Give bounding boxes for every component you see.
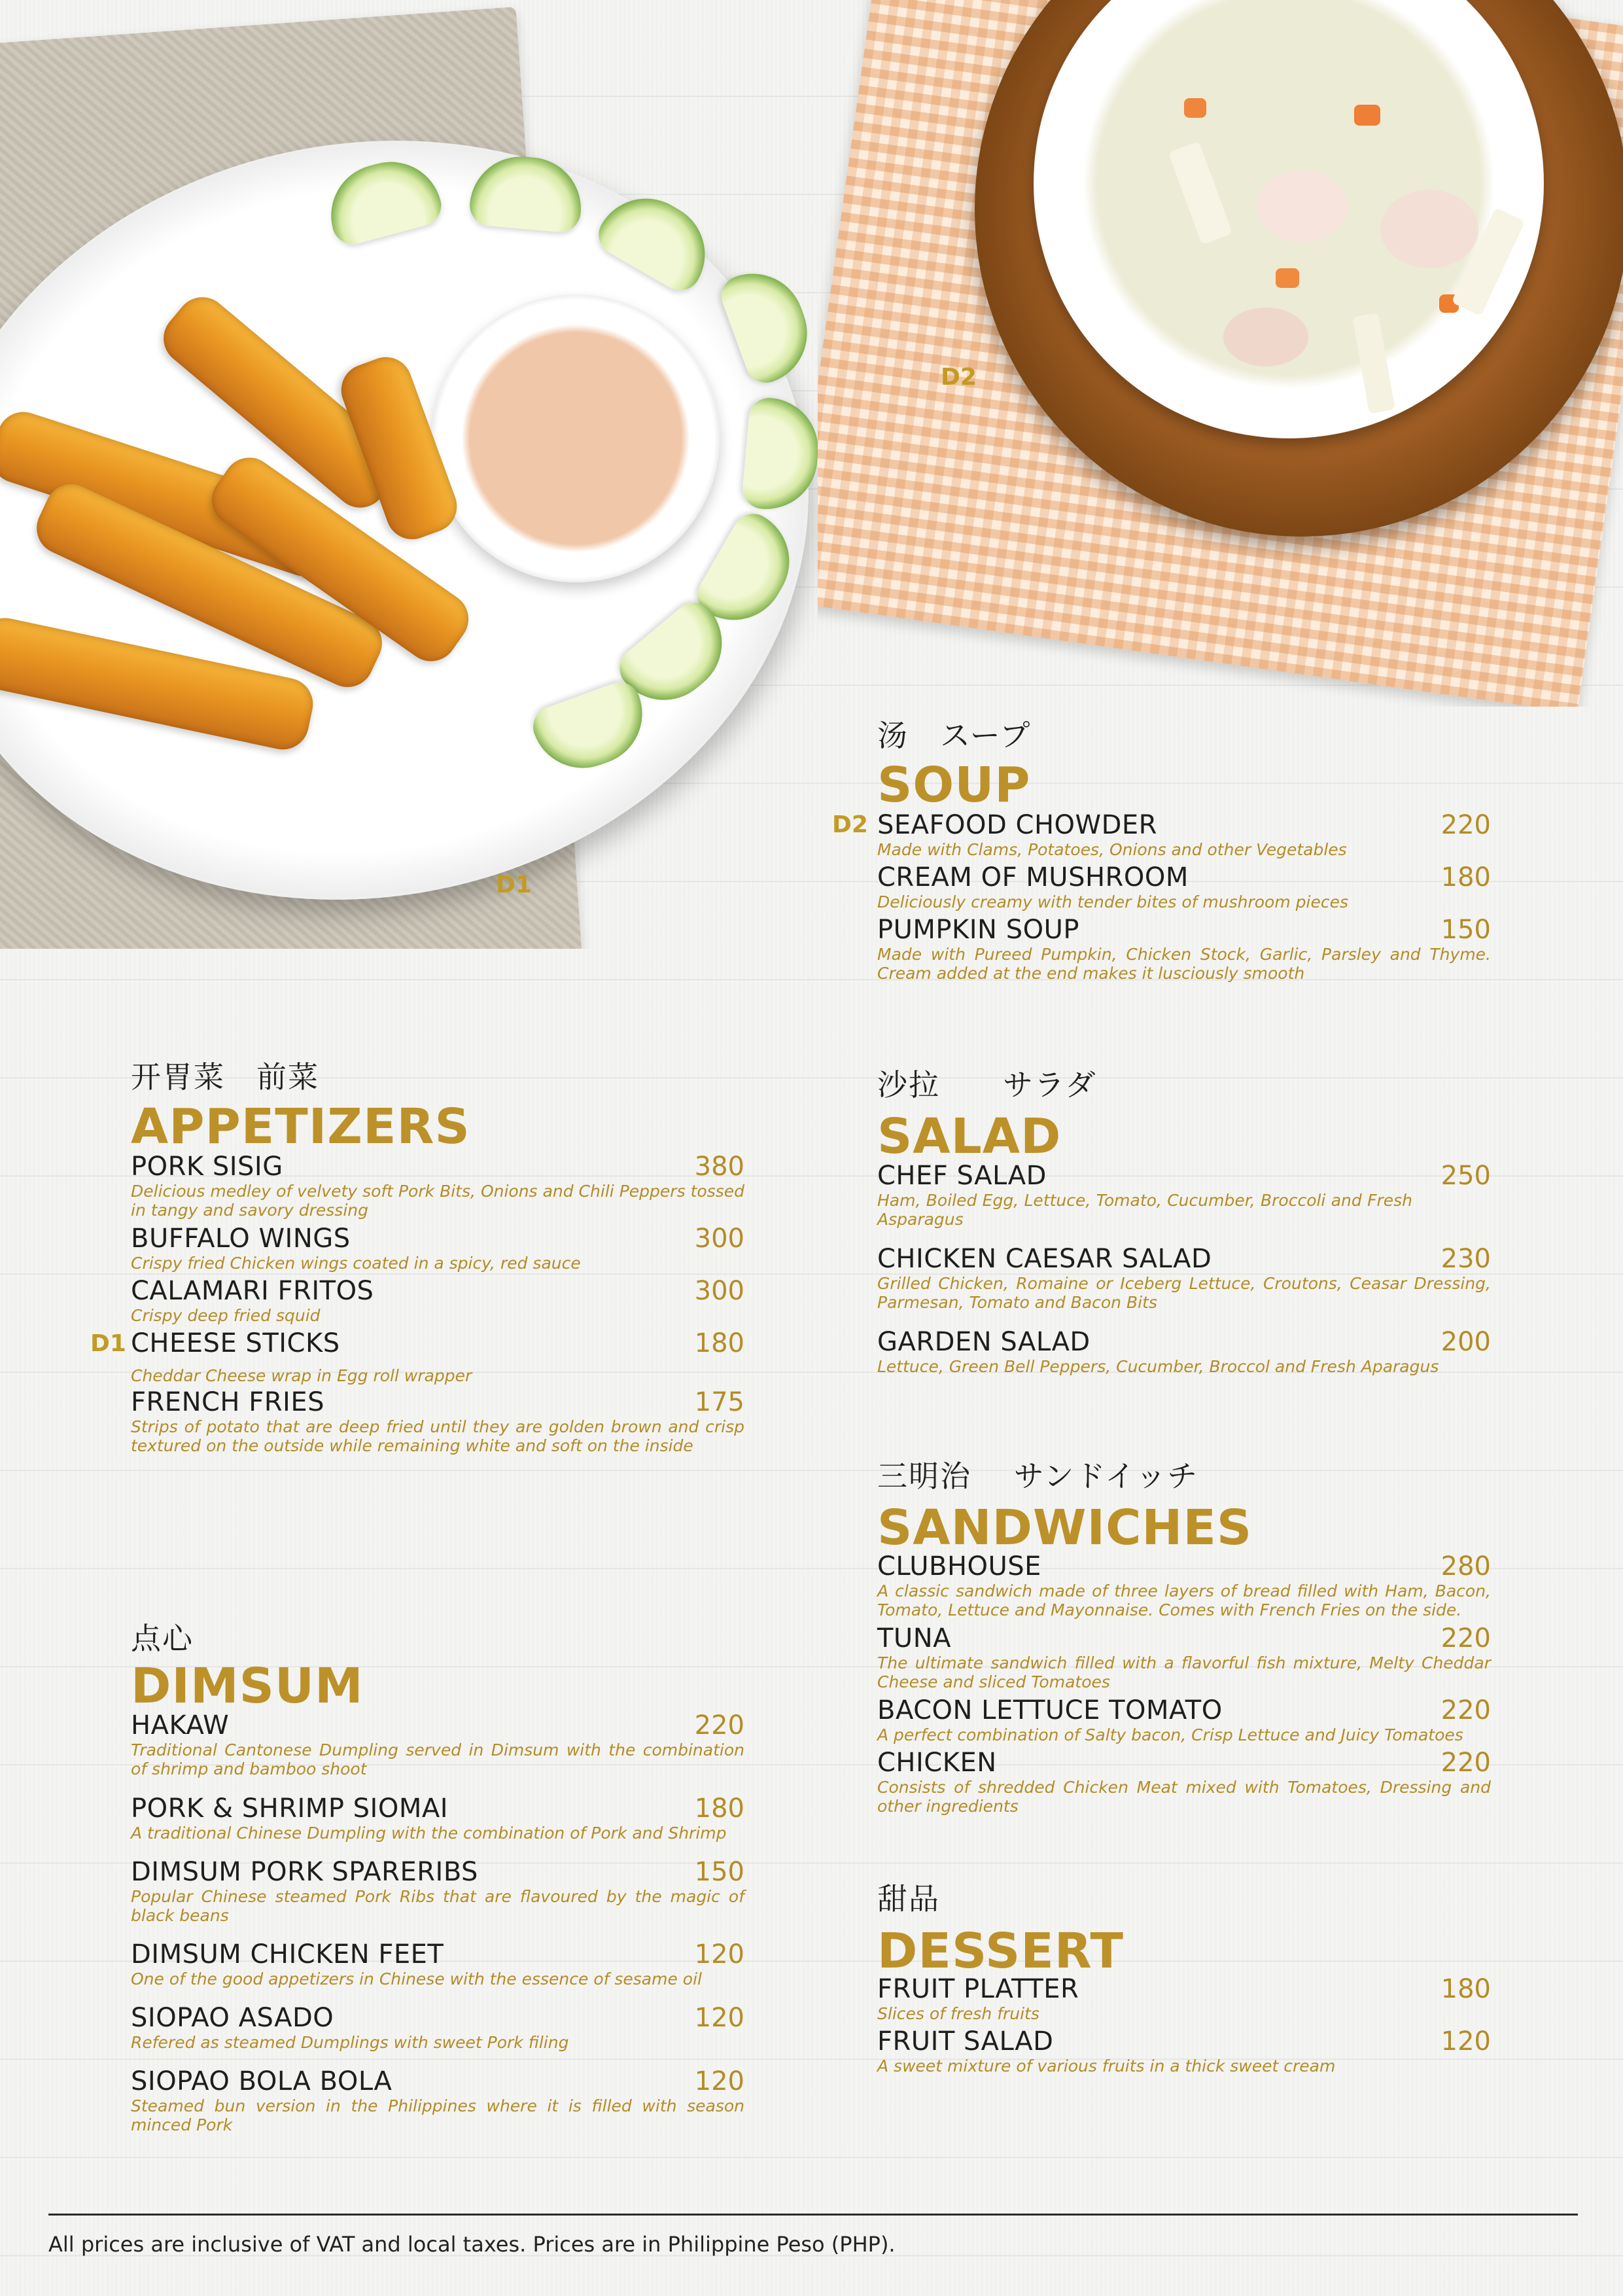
- item-description: Lettuce, Green Bell Peppers, Cucumber, Broccol and Fresh Aparagus: [877, 1357, 1439, 1376]
- item-description: The ultimate sandwich filled with a flavorful fish mixture, Melty Cheddar Cheese and sliced Tomatoes: [877, 1653, 1491, 1691]
- item-name: HAKAW: [131, 1710, 230, 1740]
- menu-item: [877, 1161, 1491, 1229]
- dimsum-chinese-title: 点心: [131, 1621, 194, 1656]
- carrot-piece: [1276, 268, 1299, 288]
- item-description: Traditional Cantonese Dumpling served in Dimsum with the combination of shrimp and bamboo shoot: [131, 1740, 744, 1778]
- menu-item: [131, 1387, 744, 1455]
- menu-item: [131, 1710, 744, 1778]
- sandwiches-chinese-title: 三明治 サンドイッチ: [877, 1458, 1199, 1494]
- shrimp-piece: [1256, 170, 1348, 242]
- footer-divider: [48, 2214, 1578, 2216]
- item-description: Popular Chinese steamed Pork Ribs that are flavoured by the magic of black beans: [131, 1887, 744, 1925]
- cheese-sticks-photo: [0, 0, 850, 949]
- item-price: 180: [694, 1793, 744, 1824]
- dimsum-heading: DIMSUM: [131, 1658, 364, 1714]
- menu-item: [131, 1224, 744, 1273]
- menu-item: [131, 1328, 744, 1385]
- item-price: 220: [1440, 1748, 1491, 1778]
- item-description: Cheddar Cheese wrap in Egg roll wrapper: [131, 1366, 472, 1385]
- item-price: 120: [694, 2066, 744, 2096]
- item-description: A sweet mixture of various fruits in a thick sweet cream: [877, 2057, 1336, 2075]
- soup-chinese-title: 汤 スープ: [877, 718, 1032, 753]
- menu-item: [877, 1327, 1491, 1376]
- item-name: BUFFALO WINGS: [131, 1224, 351, 1254]
- item-description: Crispy deep fried squid: [131, 1306, 321, 1325]
- photo-tag-d2: D2: [941, 364, 977, 391]
- item-price: 250: [1440, 1161, 1491, 1191]
- item-name: CHICKEN CAESAR SALAD: [877, 1244, 1212, 1274]
- item-price: 120: [694, 1939, 744, 1969]
- item-description: One of the good appetizers in Chinese with the essence of sesame oil: [131, 1969, 702, 1988]
- item-price: 230: [1440, 1244, 1491, 1274]
- menu-item: [131, 1152, 744, 1220]
- item-name: CHEESE STICKS: [131, 1328, 340, 1358]
- menu-item: [131, 2066, 744, 2134]
- item-description: Crispy fried Chicken wings coated in a spicy, red sauce: [131, 1254, 581, 1273]
- item-price: 150: [1440, 915, 1491, 945]
- shrimp-piece: [1223, 308, 1308, 366]
- item-price: 300: [694, 1224, 744, 1254]
- item-description: Strips of potato that are deep fried until they are golden brown and crisp textured on the outside while remaining white and soft on the inside: [131, 1417, 744, 1455]
- item-price: 200: [1440, 1327, 1491, 1357]
- item-name: FRUIT PLATTER: [877, 1974, 1079, 2004]
- item-name: CHEF SALAD: [877, 1161, 1047, 1191]
- item-price: 300: [694, 1276, 744, 1306]
- item-price: 150: [694, 1857, 744, 1887]
- item-description: Deliciously creamy with tender bites of mushroom pieces: [877, 892, 1348, 911]
- item-price: 120: [1440, 2026, 1491, 2057]
- item-name: DIMSUM PORK SPARERIBS: [131, 1857, 478, 1887]
- shrimp-piece: [1380, 190, 1478, 268]
- item-description: Ham, Boiled Egg, Lettuce, Tomato, Cucumber, Broccoli and Fresh Asparagus: [877, 1191, 1412, 1229]
- salad-chinese-title: 沙拉 サラダ: [877, 1067, 1097, 1103]
- photo-tag-d1: D1: [496, 872, 532, 898]
- item-description: A perfect combination of Salty bacon, Crisp Lettuce and Juicy Tomatoes: [877, 1725, 1463, 1744]
- item-name: CLUBHOUSE: [877, 1551, 1041, 1581]
- dessert-chinese-title: 甜品: [877, 1881, 940, 1916]
- menu-item: [877, 1974, 1491, 2023]
- menu-item: [877, 915, 1491, 983]
- item-name: SIOPAO BOLA BOLA: [131, 2066, 393, 2096]
- menu-item: [131, 1276, 744, 1325]
- item-price: 220: [1440, 810, 1491, 840]
- item-price: 180: [1440, 862, 1491, 892]
- item-name: SIOPAO ASADO: [131, 2003, 334, 2033]
- item-price: 180: [1440, 1974, 1491, 2004]
- item-description: Steamed bun version in the Philippines where it is filled with season minced Pork: [131, 2096, 744, 2134]
- seafood-chowder-photo: [818, 0, 1623, 707]
- menu-item: [877, 1748, 1491, 1816]
- dip-bowl: [432, 294, 720, 582]
- item-tag-d1: D1: [90, 1330, 126, 1357]
- appetizers-heading: APPETIZERS: [131, 1099, 470, 1155]
- item-name: FRUIT SALAD: [877, 2026, 1054, 2057]
- item-name: CALAMARI FRITOS: [131, 1276, 374, 1306]
- soup-heading: SOUP: [877, 757, 1031, 813]
- footer-note: All prices are inclusive of VAT and local taxes. Prices are in Philippine Peso (PHP).: [48, 2232, 896, 2257]
- menu-item: [877, 1695, 1491, 1744]
- item-description: Made with Pureed Pumpkin, Chicken Stock, Garlic, Parsley and Thyme. Cream added at the end makes it lusciously smooth: [877, 945, 1491, 983]
- menu-item: [877, 1244, 1491, 1312]
- item-name: BACON LETTUCE TOMATO: [877, 1695, 1223, 1725]
- item-name: TUNA: [877, 1623, 951, 1653]
- item-name: PUMPKIN SOUP: [877, 915, 1079, 945]
- menu-item: [131, 1793, 744, 1843]
- menu-item: [877, 862, 1491, 911]
- menu-item: [877, 1551, 1491, 1619]
- cucumber-slice: [741, 397, 822, 514]
- item-price: 220: [1440, 1623, 1491, 1653]
- item-description: Delicious medley of velvety soft Pork Bits, Onions and Chili Peppers tossed in tangy and savory dressing: [131, 1182, 744, 1220]
- item-description: Grilled Chicken, Romaine or Iceberg Lettuce, Croutons, Ceasar Dressing, Parmesan, Tomato and Bacon Bits: [877, 1274, 1491, 1312]
- salad-heading: SALAD: [877, 1108, 1062, 1165]
- item-name: CHICKEN: [877, 1748, 997, 1778]
- item-price: 120: [694, 2003, 744, 2033]
- sandwiches-heading: SANDWICHES: [877, 1500, 1253, 1556]
- item-description: Made with Clams, Potatoes, Onions and other Vegetables: [877, 840, 1347, 859]
- item-price: 180: [694, 1328, 744, 1358]
- carrot-piece: [1354, 105, 1380, 126]
- menu-item: [877, 1623, 1491, 1691]
- item-name: PORK & SHRIMP SIOMAI: [131, 1793, 448, 1824]
- menu-item: [877, 2026, 1491, 2075]
- item-name: GARDEN SALAD: [877, 1327, 1091, 1357]
- item-name: DIMSUM CHICKEN FEET: [131, 1939, 444, 1969]
- item-price: 380: [694, 1152, 744, 1182]
- appetizers-chinese-title: 开胃菜 前菜: [131, 1059, 319, 1095]
- item-description: Slices of fresh fruits: [877, 2004, 1039, 2023]
- item-name: SEAFOOD CHOWDER: [877, 810, 1157, 840]
- menu-item: [877, 810, 1491, 859]
- menu-item: [131, 1939, 744, 1988]
- dessert-heading: DESSERT: [877, 1923, 1124, 1979]
- item-description: Refered as steamed Dumplings with sweet Pork filing: [131, 2033, 569, 2052]
- item-description: A traditional Chinese Dumpling with the combination of Pork and Shrimp: [131, 1824, 727, 1843]
- item-name: FRENCH FRIES: [131, 1387, 324, 1417]
- item-description: Consists of shredded Chicken Meat mixed with Tomatoes, Dressing and other ingredients: [877, 1778, 1491, 1816]
- carrot-piece: [1184, 98, 1206, 118]
- item-name: PORK SISIG: [131, 1152, 283, 1182]
- item-name: CREAM OF MUSHROOM: [877, 862, 1189, 892]
- item-price: 220: [1440, 1695, 1491, 1725]
- menu-item: [131, 1857, 744, 1925]
- item-price: 220: [694, 1710, 744, 1740]
- item-description: A classic sandwich made of three layers of bread filled with Ham, Bacon, Tomato, Lettuce and Mayonnaise. Comes with French Fries on the side.: [877, 1581, 1491, 1619]
- item-tag-d2: D2: [832, 811, 868, 838]
- menu-item: [131, 2003, 744, 2052]
- item-price: 175: [694, 1387, 744, 1417]
- item-price: 280: [1440, 1551, 1491, 1581]
